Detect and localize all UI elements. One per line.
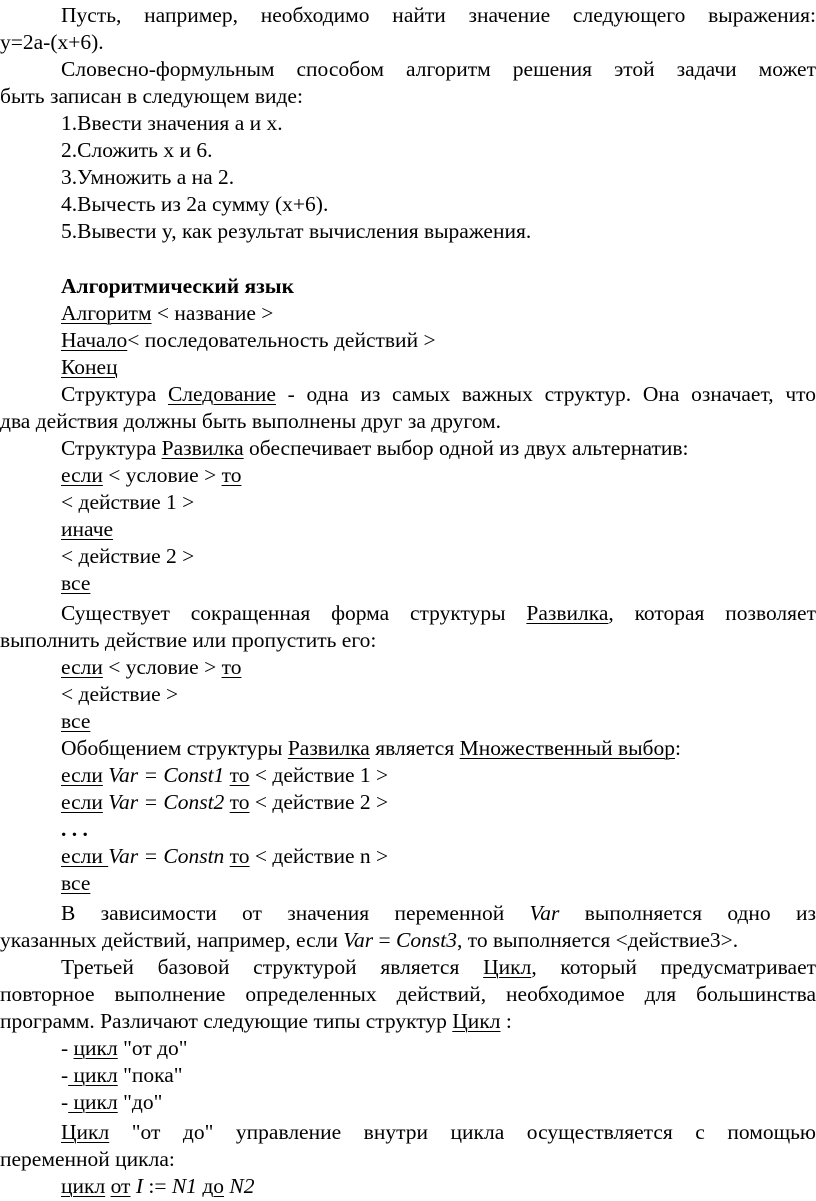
text: , то выполняется <действие3>. [456, 928, 739, 952]
step-item [61, 218, 816, 245]
paragraph-line [0, 1008, 816, 1035]
code-line [61, 681, 816, 708]
placeholder: < действие 2 > [249, 790, 389, 814]
expression: Var = Const1 [102, 763, 230, 787]
text: : [500, 1009, 512, 1033]
text: Структура [61, 382, 168, 406]
keyword: то [229, 844, 250, 868]
keyword: все [61, 571, 91, 595]
expression: y=2a-(x+6). [0, 30, 104, 54]
keyword: то [221, 655, 242, 679]
placeholder: < условие > [102, 655, 222, 679]
text: В зависимости от значения переменной [61, 901, 530, 925]
keyword: иначе [61, 517, 114, 541]
text: "от до" управление внутри цикла осуществляется с помощью [109, 1120, 816, 1144]
text: является [369, 736, 460, 760]
text: "до" [117, 1090, 163, 1114]
term: Следование [167, 382, 276, 406]
code-line [61, 543, 816, 570]
variable: N2 [229, 1174, 255, 1198]
ellipsis: . . . [61, 817, 88, 841]
bullet: - [61, 1063, 69, 1087]
placeholder: < название > [151, 301, 274, 325]
variable: N1 [171, 1174, 197, 1198]
text: переменной цикла: [0, 1147, 175, 1171]
code-line [61, 762, 816, 789]
code-line [61, 654, 816, 681]
text: : [675, 736, 681, 760]
code-line [61, 516, 816, 543]
keyword: то [221, 463, 242, 487]
paragraph-line [0, 627, 816, 654]
paragraph-line [61, 900, 816, 927]
paragraph-line [61, 954, 816, 981]
keyword: то [229, 790, 250, 814]
section-heading [61, 273, 816, 300]
step-text: 5.Вывести y, как результат вычисления выражения. [61, 219, 532, 243]
paragraph-line [61, 435, 816, 462]
paragraph-line [0, 83, 816, 110]
text: "пока" [117, 1063, 183, 1087]
paragraph-line [61, 381, 816, 408]
text: программ. Различают следующие типы структур [0, 1009, 453, 1033]
text: выполнить действие или пропустить его: [0, 628, 377, 652]
text: Обобщением структуры [61, 736, 288, 760]
placeholder: < действие > [61, 682, 179, 706]
code-line [61, 570, 816, 597]
text: выполняется одно из [559, 901, 816, 925]
step-text: 1.Ввести значения a и x. [61, 111, 283, 135]
code-line [61, 843, 816, 870]
keyword: все [61, 871, 91, 895]
text: обеспечивает выбор одной из двух альтернатив: [243, 436, 689, 460]
text: - одна из самых важных структур. Она означает, что [275, 382, 816, 406]
bullet: - [61, 1090, 69, 1114]
term: Развилка [526, 601, 609, 625]
variable: Var [343, 928, 374, 952]
placeholder: < действие 1 > [61, 490, 195, 514]
term: Множественный выбор [459, 736, 675, 760]
code-line [61, 489, 816, 516]
term: Цикл [61, 1120, 110, 1144]
keyword: Начало [61, 328, 128, 352]
keyword: Алгоритм [61, 301, 152, 325]
text: повторное выполнение определенных действий, необходимое для большинства [0, 982, 816, 1006]
text: два действия должны быть выполнены друг за другом. [0, 409, 502, 433]
code-line [61, 789, 816, 816]
term: Цикл [483, 955, 532, 979]
step-text: 3.Умножить a на 2. [61, 165, 235, 189]
text: Структура [61, 436, 162, 460]
heading-text: Алгоритмический язык [61, 274, 294, 298]
text: быть записан в следующем виде: [0, 84, 303, 108]
code-line [61, 300, 816, 327]
code-line [61, 708, 816, 735]
text: указанных действий, например, если [0, 928, 344, 952]
keyword: Конец [61, 355, 118, 379]
step-text: 4.Вычесть из 2a сумму (x+6). [61, 192, 329, 216]
keyword: цикл [73, 1036, 118, 1060]
list-item [61, 1035, 816, 1062]
code-line [61, 327, 816, 354]
text: = [373, 928, 397, 952]
expression: Var = Const2 [102, 790, 230, 814]
text: "от до" [117, 1036, 188, 1060]
term: Цикл [452, 1009, 501, 1033]
list-item [61, 1062, 816, 1089]
text: Словесно-формульным способом алгоритм решения этой задачи может [61, 57, 816, 81]
code-line [61, 1173, 816, 1200]
list-item [61, 1089, 816, 1116]
paragraph-line [0, 927, 816, 954]
keyword: то [229, 763, 250, 787]
keyword: если [61, 790, 103, 814]
text: , которая позволяет [608, 601, 816, 625]
term: Развилка [161, 436, 244, 460]
paragraph-line [61, 735, 816, 762]
keyword: если [61, 655, 103, 679]
keyword: если [61, 763, 103, 787]
code-line [61, 462, 816, 489]
step-item [61, 137, 816, 164]
text: , который предусматривает [531, 955, 816, 979]
expression: Var = Constn [108, 844, 230, 868]
placeholder: < действие 2 > [61, 544, 195, 568]
keyword: цикл [68, 1063, 118, 1087]
keyword: все [61, 709, 91, 733]
paragraph-line [61, 600, 816, 627]
paragraph-line [61, 56, 816, 83]
keyword: до [202, 1174, 225, 1198]
paragraph-line [0, 408, 816, 435]
keyword: если [61, 463, 103, 487]
paragraph-line [61, 1119, 816, 1146]
ellipsis-line [61, 816, 816, 843]
bullet: - [61, 1036, 74, 1060]
variable: I [135, 1174, 143, 1198]
term: Развилка [287, 736, 370, 760]
code-line [61, 354, 816, 381]
paragraph-line [61, 2, 816, 29]
text: Пусть, например, необходимо найти значение следующего выражения: [61, 3, 816, 27]
keyword: если [61, 844, 109, 868]
variable: Var [529, 901, 560, 925]
paragraph-line [0, 1146, 816, 1173]
keyword: от [110, 1174, 131, 1198]
keyword: цикл [61, 1174, 106, 1198]
step-text: 2.Сложить x и 6. [61, 138, 213, 162]
placeholder: < условие > [102, 463, 222, 487]
step-item [61, 164, 816, 191]
operator: := [142, 1174, 172, 1198]
step-item [61, 110, 816, 137]
text: Существует сокращенная форма структуры [61, 601, 527, 625]
step-item [61, 191, 816, 218]
placeholder: < действие 1 > [249, 763, 389, 787]
text: Третьей базовой структурой является [61, 955, 484, 979]
code-line [61, 870, 816, 897]
formula-line [0, 29, 816, 56]
placeholder: < действие n > [249, 844, 389, 868]
placeholder: < последовательность действий > [127, 328, 436, 352]
keyword: цикл [68, 1090, 118, 1114]
variable: Const3 [396, 928, 457, 952]
paragraph-line [0, 981, 816, 1008]
